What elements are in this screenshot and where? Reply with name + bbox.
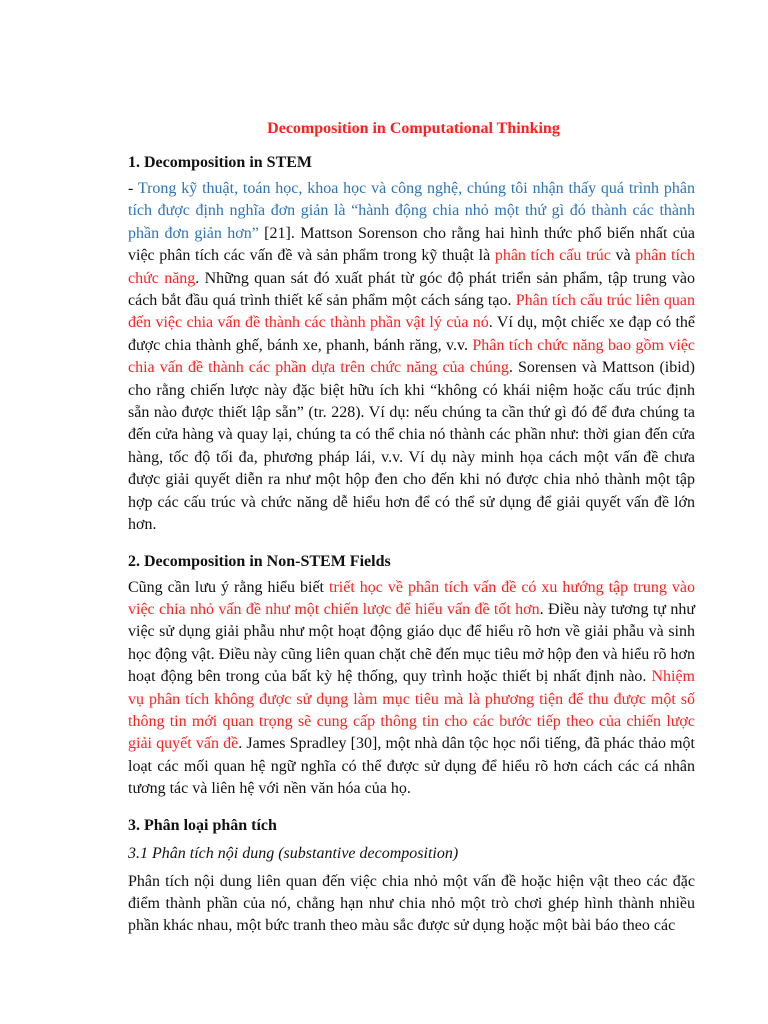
text-run: . Điều này tương tự như việc sử dụng giải phẫu như một hoạt động giáo dục để hiểu rõ hơn về giải phẫu và sinh học động vật. Điều này cũng liên quan chặt chẽ đến mục tiêu mở hộp đen và hiểu rõ hơn hoạt động bên trong của bất kỳ hệ thống, quy trình hoặc thiết bị nhất định nào.	[128, 600, 695, 686]
text-run: -	[128, 180, 138, 197]
subsection-heading-substantive: 3.1 Phân tích nội dung (substantive decomposition)	[128, 844, 459, 862]
document-title: Decomposition in Computational Thinking	[267, 120, 560, 137]
highlighted-text-run: Phân tích cấu trúc liên quan đến việc chia vấn đề thành các thành phần vật lý của nó	[128, 292, 695, 332]
text-run: . Sorensen và Mattson (ibid) cho rằng chiến lược này đặc biệt hữu ích khi “không có khái niệm hoặc cấu trúc định sẵn nào được thiết lập sẵn” (tr. 228). Ví dụ: nếu chúng ta cần thứ gì đó để đưa chúng ta đến cửa hàng và quay lại, chúng ta có thể chia nó thành các phần như: thời gian đến cửa hàng, tốc độ tối đa, phương pháp lái, v.v. Ví dụ này minh họa cách một vấn đề chưa được giải quyết diễn ra như một hộp đen cho đến khi nó được chia nhỏ thành một tập hợp các cấu trúc và chức năng dễ hiểu hơn để có thể sử dụng để giải quyết vấn đề lớn hơn.	[128, 359, 696, 534]
section-paragraph-non-stem	[128, 577, 695, 801]
highlighted-text-run: phân tích chức năng	[128, 247, 696, 287]
text-run: . James Spradley [30], một nhà dân tộc học nổi tiếng, đã phác thảo một loạt các mối quan hệ ngữ nghĩa có thể được sử dụng để hiểu rõ hơn cách các cá nhân tương tác và liên hệ với nền văn hóa của họ.	[128, 735, 695, 798]
highlighted-text-run: phân tích cấu trúc	[494, 247, 611, 265]
section-paragraph-stem	[128, 178, 695, 537]
text-run: Cũng cần lưu ý rằng hiểu biết	[128, 578, 330, 596]
highlighted-text-run: Phân tích chức năng bao gồm việc chia vấn đề thành các phần dựa trên chức năng của chúng	[128, 336, 695, 377]
section-paragraph-substantive	[128, 871, 695, 938]
text-run: Phân tích nội dung liên quan đến việc chia nhỏ một vấn đề hoặc hiện vật theo các đặc điểm thành phần của nó, chẳng hạn như chia nhỏ một trò chơi ghép hình thành nhiều phần khác nhau, một bức tranh theo màu sắc được sử dụng hoặc một bài báo theo các	[128, 872, 695, 935]
highlighted-text-run: Trong kỹ thuật, toán học, khoa học và công nghệ, chúng tôi nhận thấy quá trình phân tích được định nghĩa đơn giản là “hành động chia nhỏ một thứ gì đó thành các thành phần đơn giản hơn”	[128, 180, 695, 242]
highlighted-text-run: triết học về phân tích vấn đề có xu hướng tập trung vào việc chia nhỏ vấn đề như một chiến lược để hiểu vấn đề tốt hơn	[128, 578, 696, 618]
text-run: và	[610, 247, 636, 265]
text-run: [21]. Mattson Sorenson cho rằng hai hình thức phổ biến nhất của việc phân tích các vấn đề và sản phẩm trong kỹ thuật là	[128, 224, 695, 265]
section-heading-classification: 3. Phân loại phân tích	[128, 816, 277, 834]
text-run: . Những quan sát đó xuất phát từ góc độ phát triển sản phẩm, tập trung vào cách bắt đầu quá trình thiết kế sản phẩm một cách sáng tạo.	[128, 269, 695, 310]
text-run: . Ví dụ, một chiếc xe đạp có thể được chia thành ghế, bánh xe, phanh, bánh răng, v.v.	[128, 314, 695, 354]
highlighted-text-run: Nhiệm vụ phân tích không được sử dụng làm mục tiêu mà là phương tiện để thu được một số thông tin mới quan trọng sẽ cung cấp thông tin cho các bước tiếp theo của chiến lược giải quyết vấn đề	[128, 668, 695, 753]
section-heading-stem: 1. Decomposition in STEM	[128, 154, 313, 171]
section-heading-non-stem: 2. Decomposition in Non-STEM Fields	[128, 552, 391, 570]
